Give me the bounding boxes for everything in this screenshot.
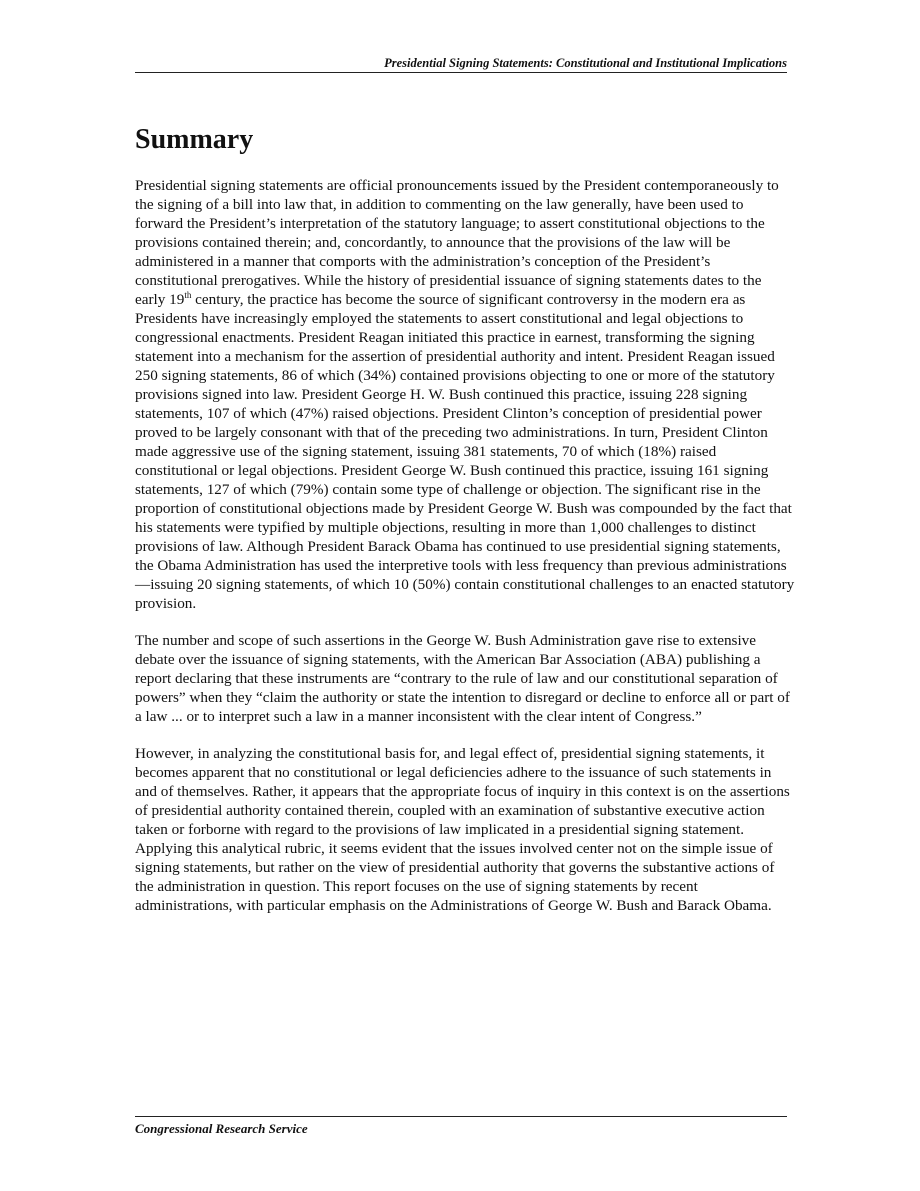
paragraph-1-text-a: Presidential signing statements are official pronouncements issued by the President contemporaneously to the signing of a bill into law that, in addition to commenting on the law generally, have been used to forward the President’s interpretation of the statutory language; to assert constitutional objections to the provisions contained therein; and, concordantly, to announce that the provisions of the law will be administered in a manner that comports with the administration’s conception of the President’s constitutional prerogatives. While the history of presidential issuance of signing statements dates to the early 19: [135, 177, 779, 308]
running-header: Presidential Signing Statements: Constitutional and Institutional Implications: [384, 56, 787, 70]
page-title: Summary: [135, 124, 254, 155]
header-rule: [135, 72, 787, 73]
paragraph-1-text-b: century, the practice has become the source of significant controversy in the modern era as Presidents have increasingly employed the statements to assert constitutional and legal objections to congressional enactments. President Reagan initiated this practice in earnest, transforming the signing statement into a mechanism for the assertion of presidential authority and intent. President Reagan issued 250 signing statements, 86 of which (34%) contained provisions objecting to one or more of the statutory provisions signed into law. President George H. W. Bush continued this practice, issuing 228 signing statements, 107 of which (47%) raised objections. President Clinton’s conception of presidential power proved to be largely consonant with that of the preceding two administrations. In turn, President Clinton made aggressive use of the signing statement, issuing 381 statements, 70 of which (18%) raised constitutional or legal objections. President George W. Bush continued this practice, issuing 161 signing statements, 127 of which (79%) contain some type of challenge or objection. The significant rise in the proportion of constitutional objections made by President George W. Bush was compounded by the fact that his statements were typified by multiple objections, resulting in more than 1,000 challenges to distinct provisions of law. Although President Barack Obama has continued to use presidential signing statements, the Obama Administration has used the interpretive tools with less frequency than previous administrations—issuing 20 signing statements, of which 10 (50%) contain constitutional challenges to an enacted statutory provision.: [135, 291, 795, 612]
summary-paragraph-3: However, in analyzing the constitutional basis for, and legal effect of, presidential signing statements, it becomes apparent that no constitutional or legal deficiencies adhere to the issuance of such statements in and of themselves. Rather, it appears that the appropriate focus of inquiry in this context is on the assertions of presidential authority contained therein, coupled with an examination of substantive executive action taken or forborne with regard to the provisions of law implicated in a presidential signing statement. Applying this analytical rubric, it seems evident that the issues involved center not on the simple issue of signing statements, but rather on the view of presidential authority that governs the substantive actions of the administration in question. This report focuses on the use of signing statements by recent administrations, with particular emphasis on the Administrations of George W. Bush and Barack Obama.: [135, 745, 790, 914]
summary-paragraph-2: The number and scope of such assertions in the George W. Bush Administration gave rise to extensive debate over the issuance of signing statements, with the American Bar Association (ABA) publishing a report declaring that these instruments are “contrary to the rule of law and our constitutional separation of powers” when they “claim the authority or state the intention to disregard or decline to enforce all or part of a law ... or to interpret such a law in a manner inconsistent with the clear intent of Congress.”: [135, 632, 790, 725]
ordinal-superscript: th: [184, 289, 192, 300]
footer-rule: [135, 1116, 787, 1117]
summary-body: [135, 176, 795, 933]
summary-paragraph-1: [135, 176, 795, 613]
footer-publisher: Congressional Research Service: [135, 1121, 308, 1136]
